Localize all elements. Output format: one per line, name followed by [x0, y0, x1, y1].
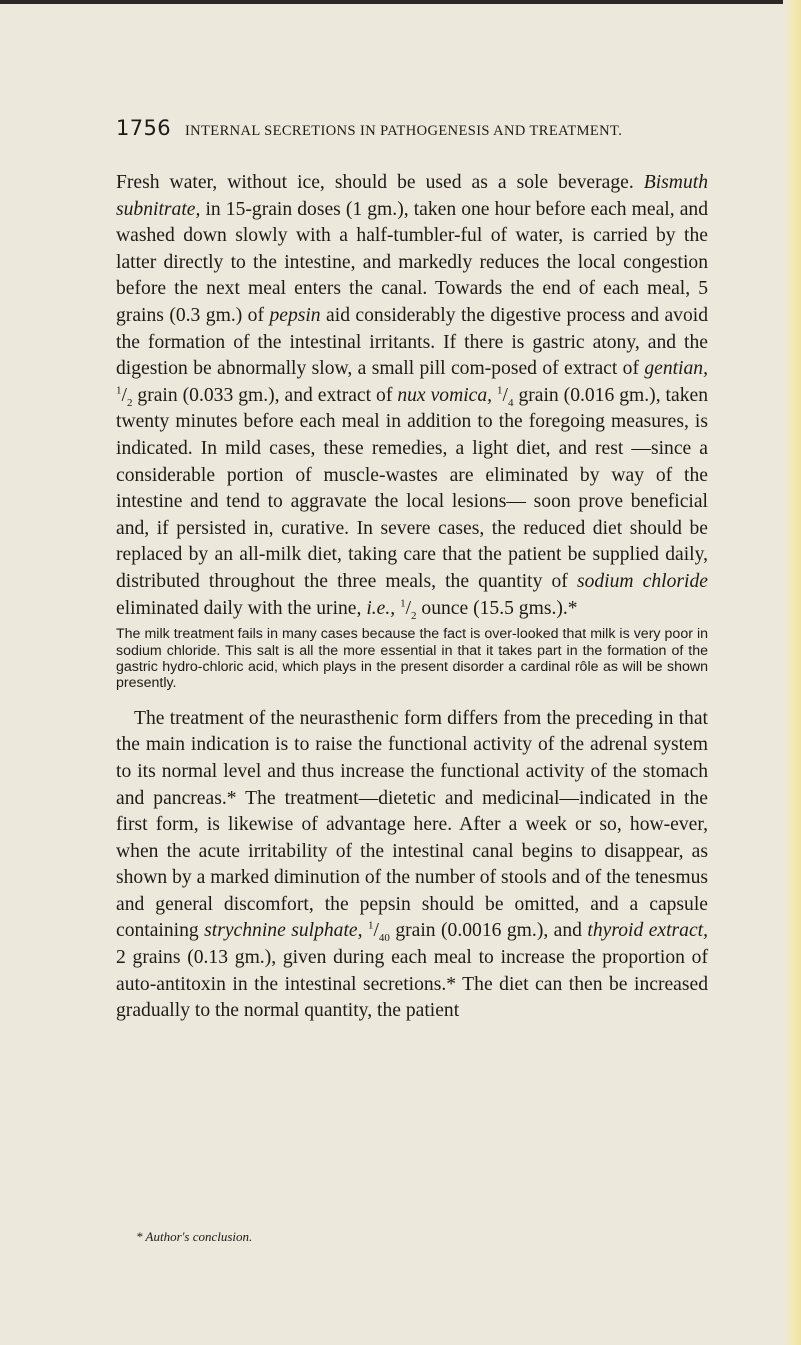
paragraph-diet-treatment: Fresh water, without ice, should be used as a sole beverage. Bismuth subnitrate, in 15-grain doses (1 gm.), taken one hour before each meal, and washed down slowly with a half-tumbler-ful of water, is carried by the latter directly to the intestine, and markedly reduces the local congestion before the next meal enters the canal. Towards the end of each meal, 5 grains (0.3 gm.) of pepsin aid considerably the digestive process and avoid the formation of the intestinal irritants. If there is gastric atony, and the digestion be abnormally slow, a small pill com-posed of extract of gentian, $^1/_2$ grain (0.033 gm.), and extract of nux vomica, $^1/_4$ grain (0.016 gm.), taken twenty minutes before each meal in addition to the foregoing measures, is indicated. In mild cases, these remedies, a light diet, and rest —since a considerable portion of muscle-wastes are eliminated by way of the intestine and tend to aggravate the local lesions— soon prove beneficial and, if persisted in, curative. In severe cases, the reduced diet should be replaced by an all-milk diet, taking care that the patient be supplied daily, distributed throughout the three meals, the quantity of sodium chloride eliminated daily with the urine, i.e., $^1/_2$ ounce (15.5 gms.).*	[116, 172, 708, 622]
running-header	[116, 116, 716, 140]
small-print-note: The milk treatment fails in many cases because the fact is over-looked that milk is very poor in sodium chloride. This salt is all the more essential in that it takes part in the formation of the gastric hydro-chloric acid, which plays in the present disorder a cardinal rôle as will be shown presently.	[116, 626, 708, 692]
page-top-edge	[0, 0, 801, 4]
page-number: 1756	[116, 116, 172, 140]
running-title: INTERNAL SECRETIONS IN PATHOGENESIS AND TREATMENT.	[184, 123, 623, 139]
footnote: * Author's conclusion.	[136, 1229, 253, 1244]
page-right-edge	[783, 0, 801, 1345]
page-body	[116, 170, 708, 1025]
paragraph-neurasthenic-treatment: The treatment of the neurasthenic form differs from the preceding in that the main indication is to raise the functional activity of the adrenal system to its normal level and thus increase the functional activity of the stomach and pancreas.* The treatment—dietetic and medicinal—indicated in the first form, is likewise of advantage here. After a week or so, how-ever, when the acute irritability of the intestinal canal begins to disappear, as shown by a marked diminution of the number of stools and of the tenesmus and general discomfort, the pepsin should be omitted, and a capsule containing strychnine sulphate, $^1/_{40}$ grain (0.0016 gm.), and thyroid extract, 2 grains (0.13 gm.), given during each meal to increase the proportion of auto-antitoxin in the intestinal secretions.* The diet can then be increased gradually to the normal quantity, the patient	[116, 707, 709, 1022]
